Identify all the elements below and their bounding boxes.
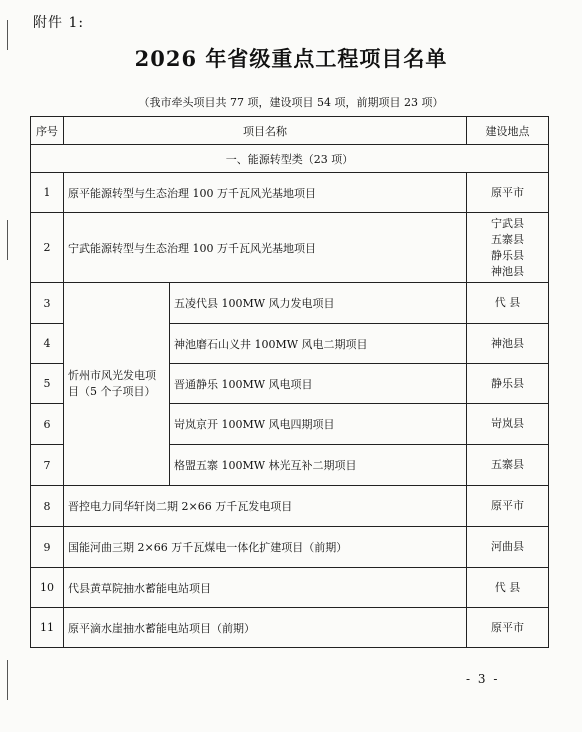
row-number: 11 <box>31 608 64 648</box>
table-row <box>31 568 549 608</box>
row-number: 9 <box>31 527 64 568</box>
category-label: 一、能源转型类（23 项） <box>31 145 549 173</box>
location-line: 神池县 <box>491 264 524 278</box>
project-name: 宁武能源转型与生态治理 100 万千瓦风光基地项目 <box>64 213 467 283</box>
row-number: 10 <box>31 568 64 608</box>
category-row <box>31 145 549 173</box>
row-number: 3 <box>31 283 64 324</box>
row-number: 7 <box>31 445 64 486</box>
project-name: 原平能源转型与生态治理 100 万千瓦风光基地项目 <box>64 173 467 213</box>
table-row <box>31 608 549 648</box>
table-row <box>31 527 549 568</box>
project-location: 神池县 <box>467 324 549 364</box>
project-location: 静乐县 <box>467 364 549 404</box>
project-name: 国能河曲三期 2×66 万千瓦煤电一体化扩建项目（前期） <box>64 527 467 568</box>
row-number: 2 <box>31 213 64 283</box>
page-title: 2026 年省级重点工程项目名单 <box>134 46 448 71</box>
table-row <box>31 173 549 213</box>
binding-edge-mark <box>7 660 8 700</box>
header-seq: 序号 <box>31 117 64 145</box>
table-row <box>31 486 549 527</box>
project-name: 代县黄草院抽水蓄能电站项目 <box>64 568 467 608</box>
location-line: 宁武县 <box>491 216 524 230</box>
row-number: 8 <box>31 486 64 527</box>
project-name: 五凌代县 100MW 风力发电项目 <box>170 283 467 324</box>
project-name: 神池磨石山义井 100MW 风电二期项目 <box>170 324 467 364</box>
project-location: 代 县 <box>467 568 549 608</box>
table-row <box>31 213 549 283</box>
row-number: 4 <box>31 324 64 364</box>
location-line: 五寨县 <box>491 232 524 246</box>
table-header-row <box>31 117 549 145</box>
project-name: 晋通静乐 100MW 风电项目 <box>170 364 467 404</box>
project-location: 岢岚县 <box>467 404 549 445</box>
project-name: 原平滴水崖抽水蓄能电站项目（前期） <box>64 608 467 648</box>
group-name: 忻州市风光发电项目（5 个子项目） <box>64 283 170 486</box>
project-name: 格盟五寨 100MW 林光互补二期项目 <box>170 445 467 486</box>
project-location: 原平市 <box>467 486 549 527</box>
location-line: 静乐县 <box>491 248 524 262</box>
project-name: 岢岚京开 100MW 风电四期项目 <box>170 404 467 445</box>
project-location <box>467 213 549 283</box>
row-number: 5 <box>31 364 64 404</box>
header-location: 建设地点 <box>467 117 549 145</box>
row-number: 6 <box>31 404 64 445</box>
project-location: 原平市 <box>467 173 549 213</box>
project-location: 原平市 <box>467 608 549 648</box>
page-subtitle: （我市牵头项目共 77 项，建设项目 54 项，前期项目 23 项） <box>138 96 444 109</box>
project-name: 晋控电力同华轩岗二期 2×66 万千瓦发电项目 <box>64 486 467 527</box>
attachment-label: 附件 1: <box>33 15 85 31</box>
project-table <box>30 116 549 648</box>
project-location: 代 县 <box>467 283 549 324</box>
table-row <box>31 283 549 324</box>
header-project-name: 项目名称 <box>64 117 467 145</box>
binding-edge-mark <box>7 220 8 260</box>
project-location: 河曲县 <box>467 527 549 568</box>
project-location: 五寨县 <box>467 445 549 486</box>
page-number: - 3 - <box>466 672 500 686</box>
row-number: 1 <box>31 173 64 213</box>
